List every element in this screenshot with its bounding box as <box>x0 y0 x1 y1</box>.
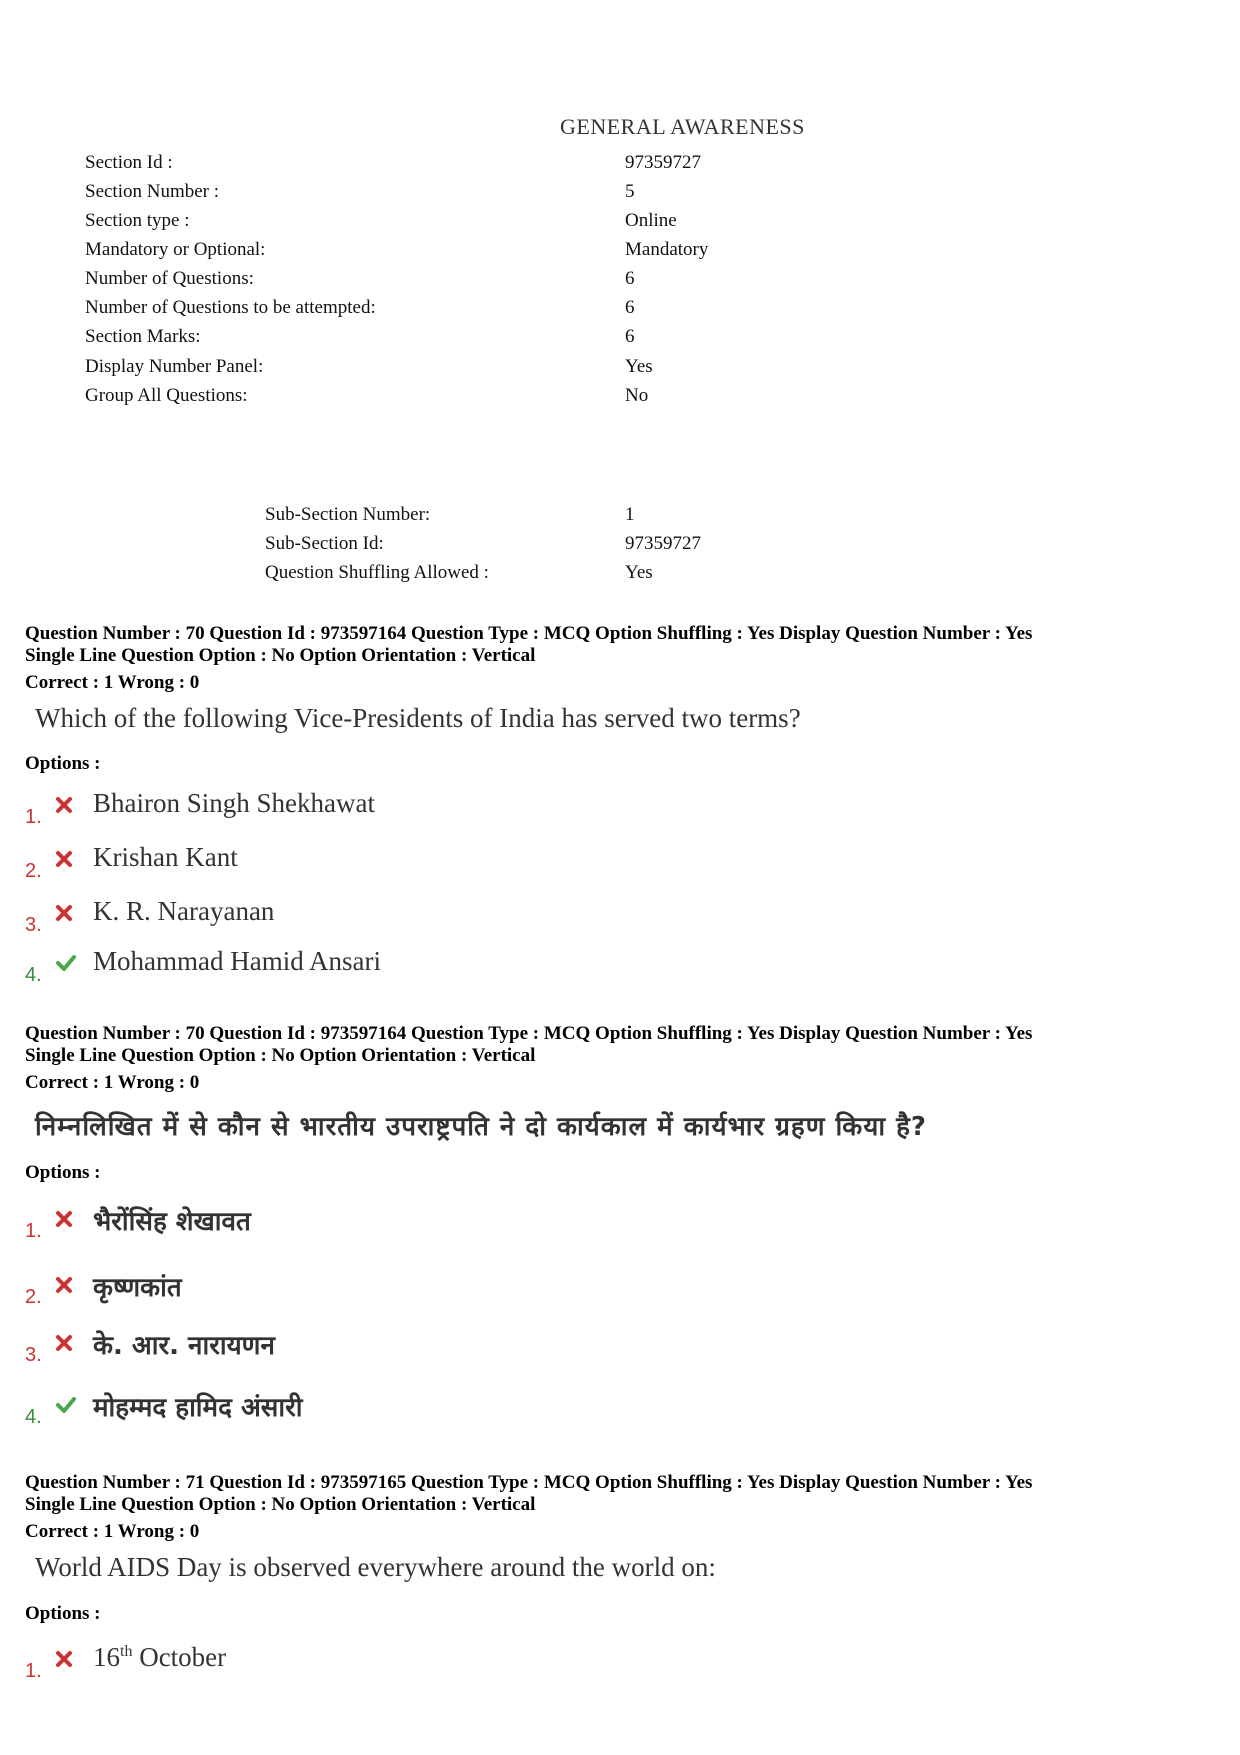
num-questions-label: Number of Questions: <box>85 268 254 289</box>
section-id-value: 97359727 <box>625 152 701 173</box>
subsection-info-table <box>265 500 765 590</box>
correct-check-icon <box>55 1396 77 1414</box>
option-text: कृष्णकांत <box>93 1273 182 1303</box>
option-number: 3. <box>25 914 42 936</box>
shuffling-label: Question Shuffling Allowed : <box>265 562 489 583</box>
question-marks: Correct : 1 Wrong : 0 <box>25 672 200 693</box>
wrong-cross-icon <box>55 850 73 868</box>
section-type-label: Section type : <box>85 210 190 231</box>
subsection-id-label: Sub-Section Id: <box>265 533 384 554</box>
section-type-value: Online <box>625 210 677 231</box>
option-number: 2. <box>25 1286 42 1308</box>
option-number: 3. <box>25 1344 42 1366</box>
option-number: 4. <box>25 1406 42 1428</box>
wrong-cross-icon <box>55 1210 73 1228</box>
option-number: 1. <box>25 1660 42 1682</box>
section-marks-value: 6 <box>625 326 635 347</box>
group-questions-label: Group All Questions: <box>85 385 248 406</box>
mandatory-value: Mandatory <box>625 239 709 260</box>
display-panel-value: Yes <box>625 356 653 377</box>
subsection-number-value: 1 <box>625 504 635 525</box>
question-marks: Correct : 1 Wrong : 0 <box>25 1072 200 1093</box>
num-attempted-value: 6 <box>625 297 635 318</box>
options-label: Options : <box>25 1162 101 1183</box>
option-number: 4. <box>25 964 42 986</box>
section-number-label: Section Number : <box>85 181 220 202</box>
question-meta-line1: Question Number : 70 Question Id : 973597164 Question Type : MCQ Option Shuffling : Yes Display Question Number : Yes <box>25 623 1033 644</box>
section-marks-label: Section Marks: <box>85 326 201 347</box>
option-text: Mohammad Hamid Ansari <box>93 946 381 976</box>
wrong-cross-icon <box>55 904 73 922</box>
section-title: GENERAL AWARENESS <box>560 114 805 139</box>
question-meta-line2: Single Line Question Option : No Option Orientation : Vertical <box>25 1494 536 1515</box>
wrong-cross-icon <box>55 1650 73 1668</box>
question-meta-line2: Single Line Question Option : No Option Orientation : Vertical <box>25 645 536 666</box>
options-label: Options : <box>25 753 101 774</box>
num-questions-value: 6 <box>625 268 635 289</box>
option-number: 1. <box>25 1220 42 1242</box>
question-marks: Correct : 1 Wrong : 0 <box>25 1521 200 1542</box>
question-text: Which of the following Vice-Presidents of India has served two terms? <box>35 703 801 733</box>
option-text: K. R. Narayanan <box>93 896 275 926</box>
mandatory-label: Mandatory or Optional: <box>85 239 266 260</box>
subsection-number-label: Sub-Section Number: <box>265 504 431 525</box>
options-label: Options : <box>25 1603 101 1624</box>
subsection-id-value: 97359727 <box>625 533 701 554</box>
section-number-value: 5 <box>625 181 635 202</box>
wrong-cross-icon <box>55 796 73 814</box>
correct-check-icon <box>55 954 77 972</box>
section-info-table <box>85 148 785 418</box>
question-meta-line2: Single Line Question Option : No Option Orientation : Vertical <box>25 1045 536 1066</box>
question-text: World AIDS Day is observed everywhere around the world on: <box>35 1552 716 1582</box>
wrong-cross-icon <box>55 1276 73 1294</box>
question-meta-line1: Question Number : 71 Question Id : 973597165 Question Type : MCQ Option Shuffling : Yes Display Question Number : Yes <box>25 1472 1033 1493</box>
wrong-cross-icon <box>55 1334 73 1352</box>
option-number: 2. <box>25 860 42 882</box>
shuffling-value: Yes <box>625 562 653 583</box>
option-text: Bhairon Singh Shekhawat <box>93 788 375 818</box>
question-meta-line1: Question Number : 70 Question Id : 973597164 Question Type : MCQ Option Shuffling : Yes Display Question Number : Yes <box>25 1023 1033 1044</box>
option-text: Krishan Kant <box>93 842 238 872</box>
option-text: मोहम्मद हामिद अंसारी <box>93 1393 303 1423</box>
display-panel-label: Display Number Panel: <box>85 356 264 377</box>
option-text: के. आर. नारायणन <box>93 1331 275 1361</box>
section-id-label: Section Id : <box>85 152 173 173</box>
question-text: निम्नलिखित में से कौन से भारतीय उपराष्ट्रपति ने दो कार्यकाल में कार्यभार ग्रहण किया है? <box>35 1112 927 1142</box>
group-questions-value: No <box>625 385 649 406</box>
option-text: भैरोंसिंह शेखावत <box>93 1207 251 1237</box>
option-text: 16th October <box>93 1642 227 1672</box>
num-attempted-label: Number of Questions to be attempted: <box>85 297 376 318</box>
option-number: 1. <box>25 806 42 828</box>
